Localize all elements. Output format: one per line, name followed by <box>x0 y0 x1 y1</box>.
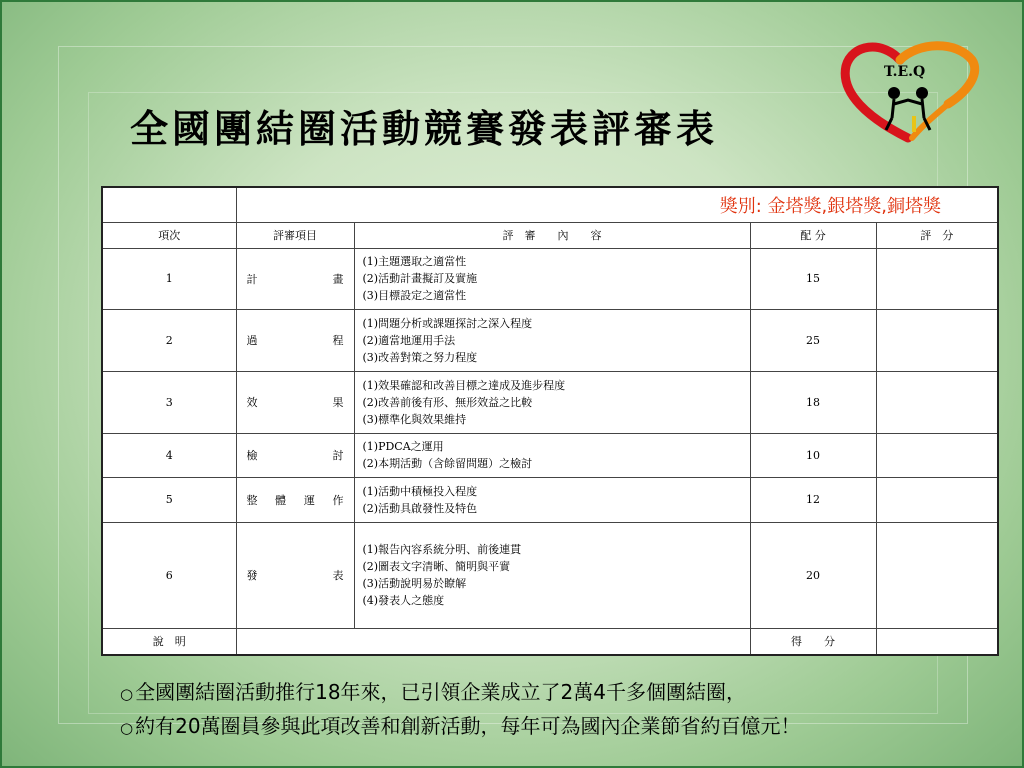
row-content: (1)報告內容系統分明、前後連貫 (2)圖表文字清晰、簡明與平實 (3)活動說明易於瞭解 (4)發表人之態度 <box>354 522 750 628</box>
row-content: (1)主題選取之適當性 (2)活動計畫擬訂及實施 (3)目標設定之適當性 <box>354 248 750 309</box>
page-title: 全國團結圈活動競賽發表評審表 <box>130 106 719 151</box>
row-content: (1)問題分析或課題探討之深入程度 (2)適當地運用手法 (3)改善對策之努力程度 <box>354 309 750 371</box>
row-score-input[interactable] <box>876 371 998 433</box>
summary-line: ○ 約有20萬圈員參與此項改善和創新活動，每年可為國內企業節省約百億元！ <box>120 714 801 738</box>
table-footer-row <box>102 628 998 655</box>
footer-notes-field[interactable] <box>236 628 750 655</box>
row-points: 10 <box>750 433 876 477</box>
row-number: 1 <box>102 248 236 309</box>
bullet-icon: ○ <box>120 719 134 737</box>
table-row <box>102 522 998 628</box>
header-content: 評 審 內 容 <box>354 222 750 248</box>
row-content: (1)活動中積極投入程度 (2)活動具啟發性及特色 <box>354 477 750 522</box>
row-content: (1)PDCA之運用 (2)本期活動（含餘留問題）之檢討 <box>354 433 750 477</box>
row-points: 20 <box>750 522 876 628</box>
bullet-icon: ○ <box>120 685 134 703</box>
footer-notes-label: 說 明 <box>102 628 236 655</box>
footer-total-field[interactable] <box>876 628 998 655</box>
header-item: 評審項目 <box>236 222 354 248</box>
row-points: 25 <box>750 309 876 371</box>
row-points: 15 <box>750 248 876 309</box>
teq-logo <box>838 38 980 146</box>
table-header-row <box>102 222 998 248</box>
row-score-input[interactable] <box>876 433 998 477</box>
summary-notes <box>120 676 801 744</box>
row-item-name: 整 體 運 作 <box>236 477 354 522</box>
row-item-name: 效 果 <box>236 371 354 433</box>
row-number: 4 <box>102 433 236 477</box>
row-score-input[interactable] <box>876 477 998 522</box>
table-row <box>102 433 998 477</box>
row-score-input[interactable] <box>876 248 998 309</box>
row-points: 18 <box>750 371 876 433</box>
table-row <box>102 248 998 309</box>
row-number: 5 <box>102 477 236 522</box>
row-number: 3 <box>102 371 236 433</box>
row-score-input[interactable] <box>876 309 998 371</box>
row-item-name: 過 程 <box>236 309 354 371</box>
table-row <box>102 309 998 371</box>
row-number: 2 <box>102 309 236 371</box>
row-number: 6 <box>102 522 236 628</box>
logo-text: T.E.Q <box>884 64 926 80</box>
row-points: 12 <box>750 477 876 522</box>
award-types: 獎別: 金塔獎,銀塔獎,銅塔獎 <box>236 187 998 222</box>
award-row-blank <box>102 187 236 222</box>
award-row <box>102 187 998 222</box>
row-item-name: 計 畫 <box>236 248 354 309</box>
row-item-name: 發 表 <box>236 522 354 628</box>
summary-line: ○ 全國團結圈活動推行18年來，已引領企業成立了2萬4千多個團結圈， <box>120 680 746 704</box>
header-points: 配 分 <box>750 222 876 248</box>
footer-total-label: 得 分 <box>750 628 876 655</box>
row-score-input[interactable] <box>876 522 998 628</box>
review-table <box>101 186 999 656</box>
row-content: (1)效果確認和改善目標之達成及進步程度 (2)改善前後有形、無形效益之比較 (3)標準化與效果維持 <box>354 371 750 433</box>
table-row <box>102 371 998 433</box>
header-score: 評 分 <box>876 222 998 248</box>
header-no: 項次 <box>102 222 236 248</box>
row-item-name: 檢 討 <box>236 433 354 477</box>
table-row <box>102 477 998 522</box>
